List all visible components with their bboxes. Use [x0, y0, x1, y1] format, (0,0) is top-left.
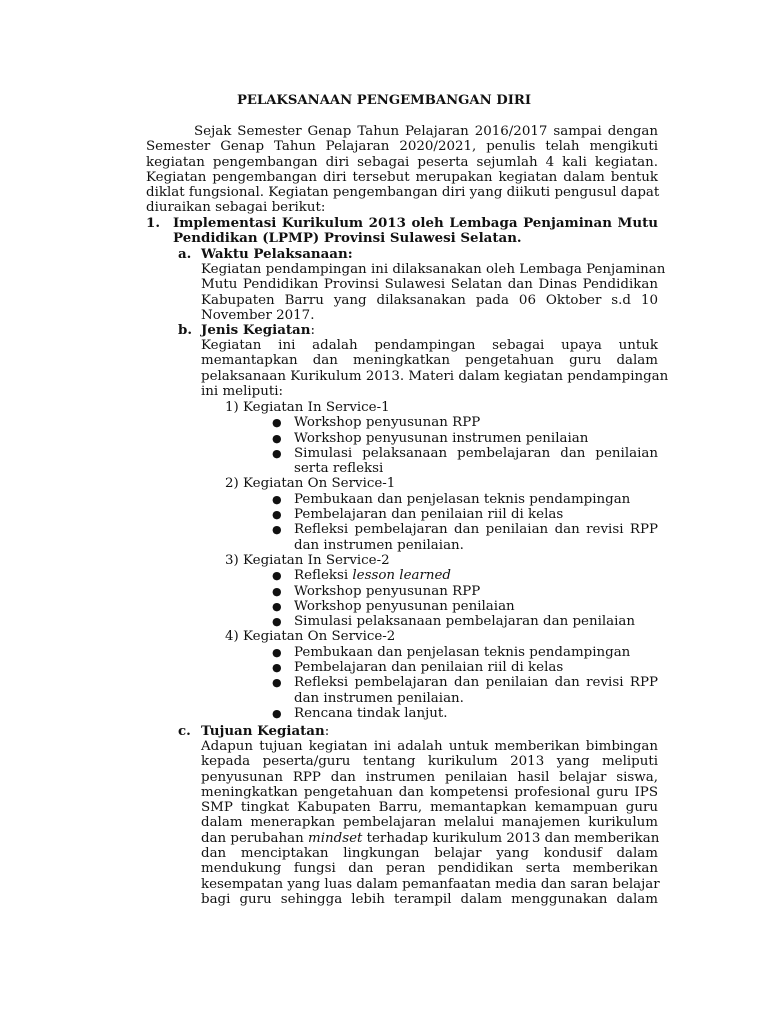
paragraph-line: Adapun tujuan kegiatan ini adalah untuk memberikan bimbingan	[201, 739, 658, 754]
bullet-text: Pembelajaran dan penilaian riil di kelas	[294, 660, 564, 676]
heading-colon: :	[324, 724, 330, 739]
section-c-paragraph	[201, 739, 658, 907]
section-heading-wrap	[201, 323, 315, 338]
bullet-item	[0, 660, 768, 675]
bullet-icon: ●	[272, 706, 282, 720]
bullet-item	[0, 568, 768, 583]
activity-label: 1) Kegiatan In Service-1	[225, 400, 390, 415]
bullet-item	[0, 584, 768, 599]
paragraph-line: pelaksanaan Kurikulum 2013. Materi dalam kegiatan pendampingan	[201, 368, 669, 384]
text-span: dan perubahan	[201, 830, 309, 846]
page-title: PELAKSANAAN PENGEMBANGAN DIRI	[236, 93, 532, 108]
bullet-icon: ●	[272, 523, 282, 537]
heading-colon: :	[310, 323, 315, 338]
bullet-text: Pembukaan dan penjelasan teknis pendampingan	[294, 491, 631, 507]
bullet-continuation	[0, 691, 768, 706]
bullet-item	[0, 675, 768, 690]
bullet-icon: ●	[272, 416, 282, 430]
bullet-continuation	[0, 538, 768, 553]
bullet-icon: ●	[272, 492, 282, 506]
bullet-text: serta refleksi	[294, 461, 384, 477]
paragraph-line: mendukung fungsi dan peran pendidikan serta memberikan	[201, 861, 658, 877]
bullet-item	[0, 522, 768, 537]
bullet-item	[0, 415, 768, 430]
bullet-text-italic: lesson learned	[352, 568, 451, 584]
item-heading-line: Pendidikan (LPMP) Provinsi Sulawesi Selatan.	[173, 230, 522, 247]
activities-list	[0, 400, 768, 721]
text-span: terhadap kurikulum 2013 dan memberikan	[362, 830, 660, 846]
bullet-text: Simulasi pelaksanaan pembelajaran dan penilaian	[294, 445, 658, 461]
bullet-item	[0, 492, 768, 507]
bullet-text: Workshop penyusunan RPP	[294, 415, 481, 431]
paragraph-line: Kegiatan pendampingan ini dilaksanakan oleh Lembaga Penjaminan	[201, 262, 666, 277]
bullet-text-prefix: Refleksi	[294, 568, 353, 584]
paragraph-line: kesempatan yang luas dalam pemanfaatan media dan saran belajar	[201, 876, 660, 892]
section-letter: c.	[178, 723, 191, 739]
bullet-text: dan instrumen penilaian.	[294, 537, 464, 553]
bullet-icon: ●	[272, 645, 282, 659]
intro-line: Sejak Semester Genap Tahun Pelajaran 2016/2017 sampai dengan	[194, 124, 658, 139]
bullet-icon: ●	[272, 584, 282, 598]
bullet-text: Simulasi pelaksanaan pembelajaran dan penilaian	[294, 614, 636, 630]
section-heading: Waktu Pelaksanaan:	[201, 246, 353, 262]
bullet-icon: ●	[272, 599, 282, 613]
paragraph-line: kepada peserta/guru tentang kurikulum 2013 yang meliputi	[201, 754, 658, 770]
bullet-item	[0, 706, 768, 721]
intro-line: Kegiatan pengembangan diri tersebut merupakan kegiatan dalam bentuk	[146, 169, 658, 185]
bullet-text: Workshop penyusunan RPP	[294, 583, 481, 599]
item-heading-line: Implementasi Kurikulum 2013 oleh Lembaga Penjaminan Mutu	[173, 215, 658, 231]
intro-line: diuraikan sebagai berikut:	[146, 200, 326, 216]
bullet-text: Refleksi pembelajaran dan penilaian dan revisi RPP	[294, 675, 658, 691]
paragraph-line: dalam menerapkan pembelajaran melalui manajemen kurikulum	[201, 815, 658, 831]
paragraph-line: Kabupaten Barru yang dilaksanakan pada 06 Oktober s.d 10	[201, 292, 658, 308]
activity-label: 3) Kegiatan In Service-2	[225, 552, 390, 568]
intro-line: Semester Genap Tahun Pelajaran 2020/2021, penulis telah mengikuti	[146, 139, 658, 155]
intro-line: diklat fungsional. Kegiatan pengembangan diri yang diikuti pengusul dapat	[146, 185, 660, 201]
bullet-text: Rencana tindak lanjut.	[294, 705, 448, 721]
section-a-paragraph	[201, 262, 666, 323]
bullet-text: Workshop penyusunan penilaian	[294, 598, 515, 614]
paragraph-line: memantapkan dan meningkatkan pengetahuan guru dalam	[201, 353, 658, 369]
bullet-item	[0, 645, 768, 660]
paragraph-line: Mutu Pendidikan Provinsi Sulawesi Selatan dan Dinas Pendidikan	[201, 277, 658, 293]
bullet-item	[0, 446, 768, 461]
section-heading: Tujuan Kegiatan	[201, 723, 325, 739]
paragraph-line: penyusunan RPP dan instrumen penilaian hasil belajar siswa,	[201, 769, 658, 785]
bullet-item	[0, 614, 768, 629]
section-b-paragraph	[201, 338, 669, 399]
bullet-icon: ●	[272, 569, 282, 583]
paragraph-line: dan menciptakan lingkungan belajar yang kondusif dalam	[201, 846, 658, 862]
bullet-icon: ●	[272, 431, 282, 445]
paragraph-line	[201, 831, 658, 846]
paragraph-line: ini meliputi:	[201, 383, 284, 399]
bullet-icon: ●	[272, 661, 282, 675]
bullet-text: Refleksi pembelajaran dan penilaian dan revisi RPP	[294, 522, 658, 538]
bullet-text: dan instrumen penilaian.	[294, 690, 464, 706]
section-heading-wrap	[201, 724, 329, 739]
bullet-icon: ●	[272, 615, 282, 629]
bullet-text: Pembukaan dan penjelasan teknis pendampingan	[294, 644, 631, 660]
intro-line: kegiatan pengembangan diri sebagai peserta sejumlah 4 kali kegiatan.	[146, 154, 658, 170]
bullet-text	[294, 568, 451, 583]
bullet-item	[0, 599, 768, 614]
bullet-item	[0, 431, 768, 446]
activity-label: 4) Kegiatan On Service-2	[225, 629, 396, 645]
paragraph-line: Kegiatan ini adalah pendampingan sebagai upaya untuk	[201, 338, 658, 353]
bullet-continuation	[0, 461, 768, 476]
bullet-icon: ●	[272, 676, 282, 690]
paragraph-line: SMP tingkat Kabupaten Barru, memantapkan kemampuan guru	[201, 800, 658, 816]
italic-word: mindset	[308, 830, 363, 846]
bullet-icon: ●	[272, 446, 282, 460]
bullet-item	[0, 507, 768, 522]
item-heading	[173, 216, 658, 247]
item-number: 1.	[146, 215, 160, 231]
paragraph-line: meningkatkan pengetahuan dan kompetensi profesional guru IPS	[201, 784, 658, 800]
section-letter: a.	[178, 246, 192, 262]
activity-label: 2) Kegiatan On Service-1	[225, 476, 396, 492]
intro-paragraph	[146, 124, 658, 216]
bullet-icon: ●	[272, 508, 282, 522]
section-letter: b.	[178, 322, 193, 338]
section-heading: Jenis Kegiatan	[201, 322, 311, 338]
bullet-text: Workshop penyusunan instrumen penilaian	[294, 430, 589, 446]
paragraph-line: November 2017.	[201, 307, 315, 323]
bullet-text: Pembelajaran dan penilaian riil di kelas	[294, 507, 564, 523]
paragraph-line: bagi guru sehingga lebih terampil dalam menggunakan dalam	[201, 891, 658, 907]
